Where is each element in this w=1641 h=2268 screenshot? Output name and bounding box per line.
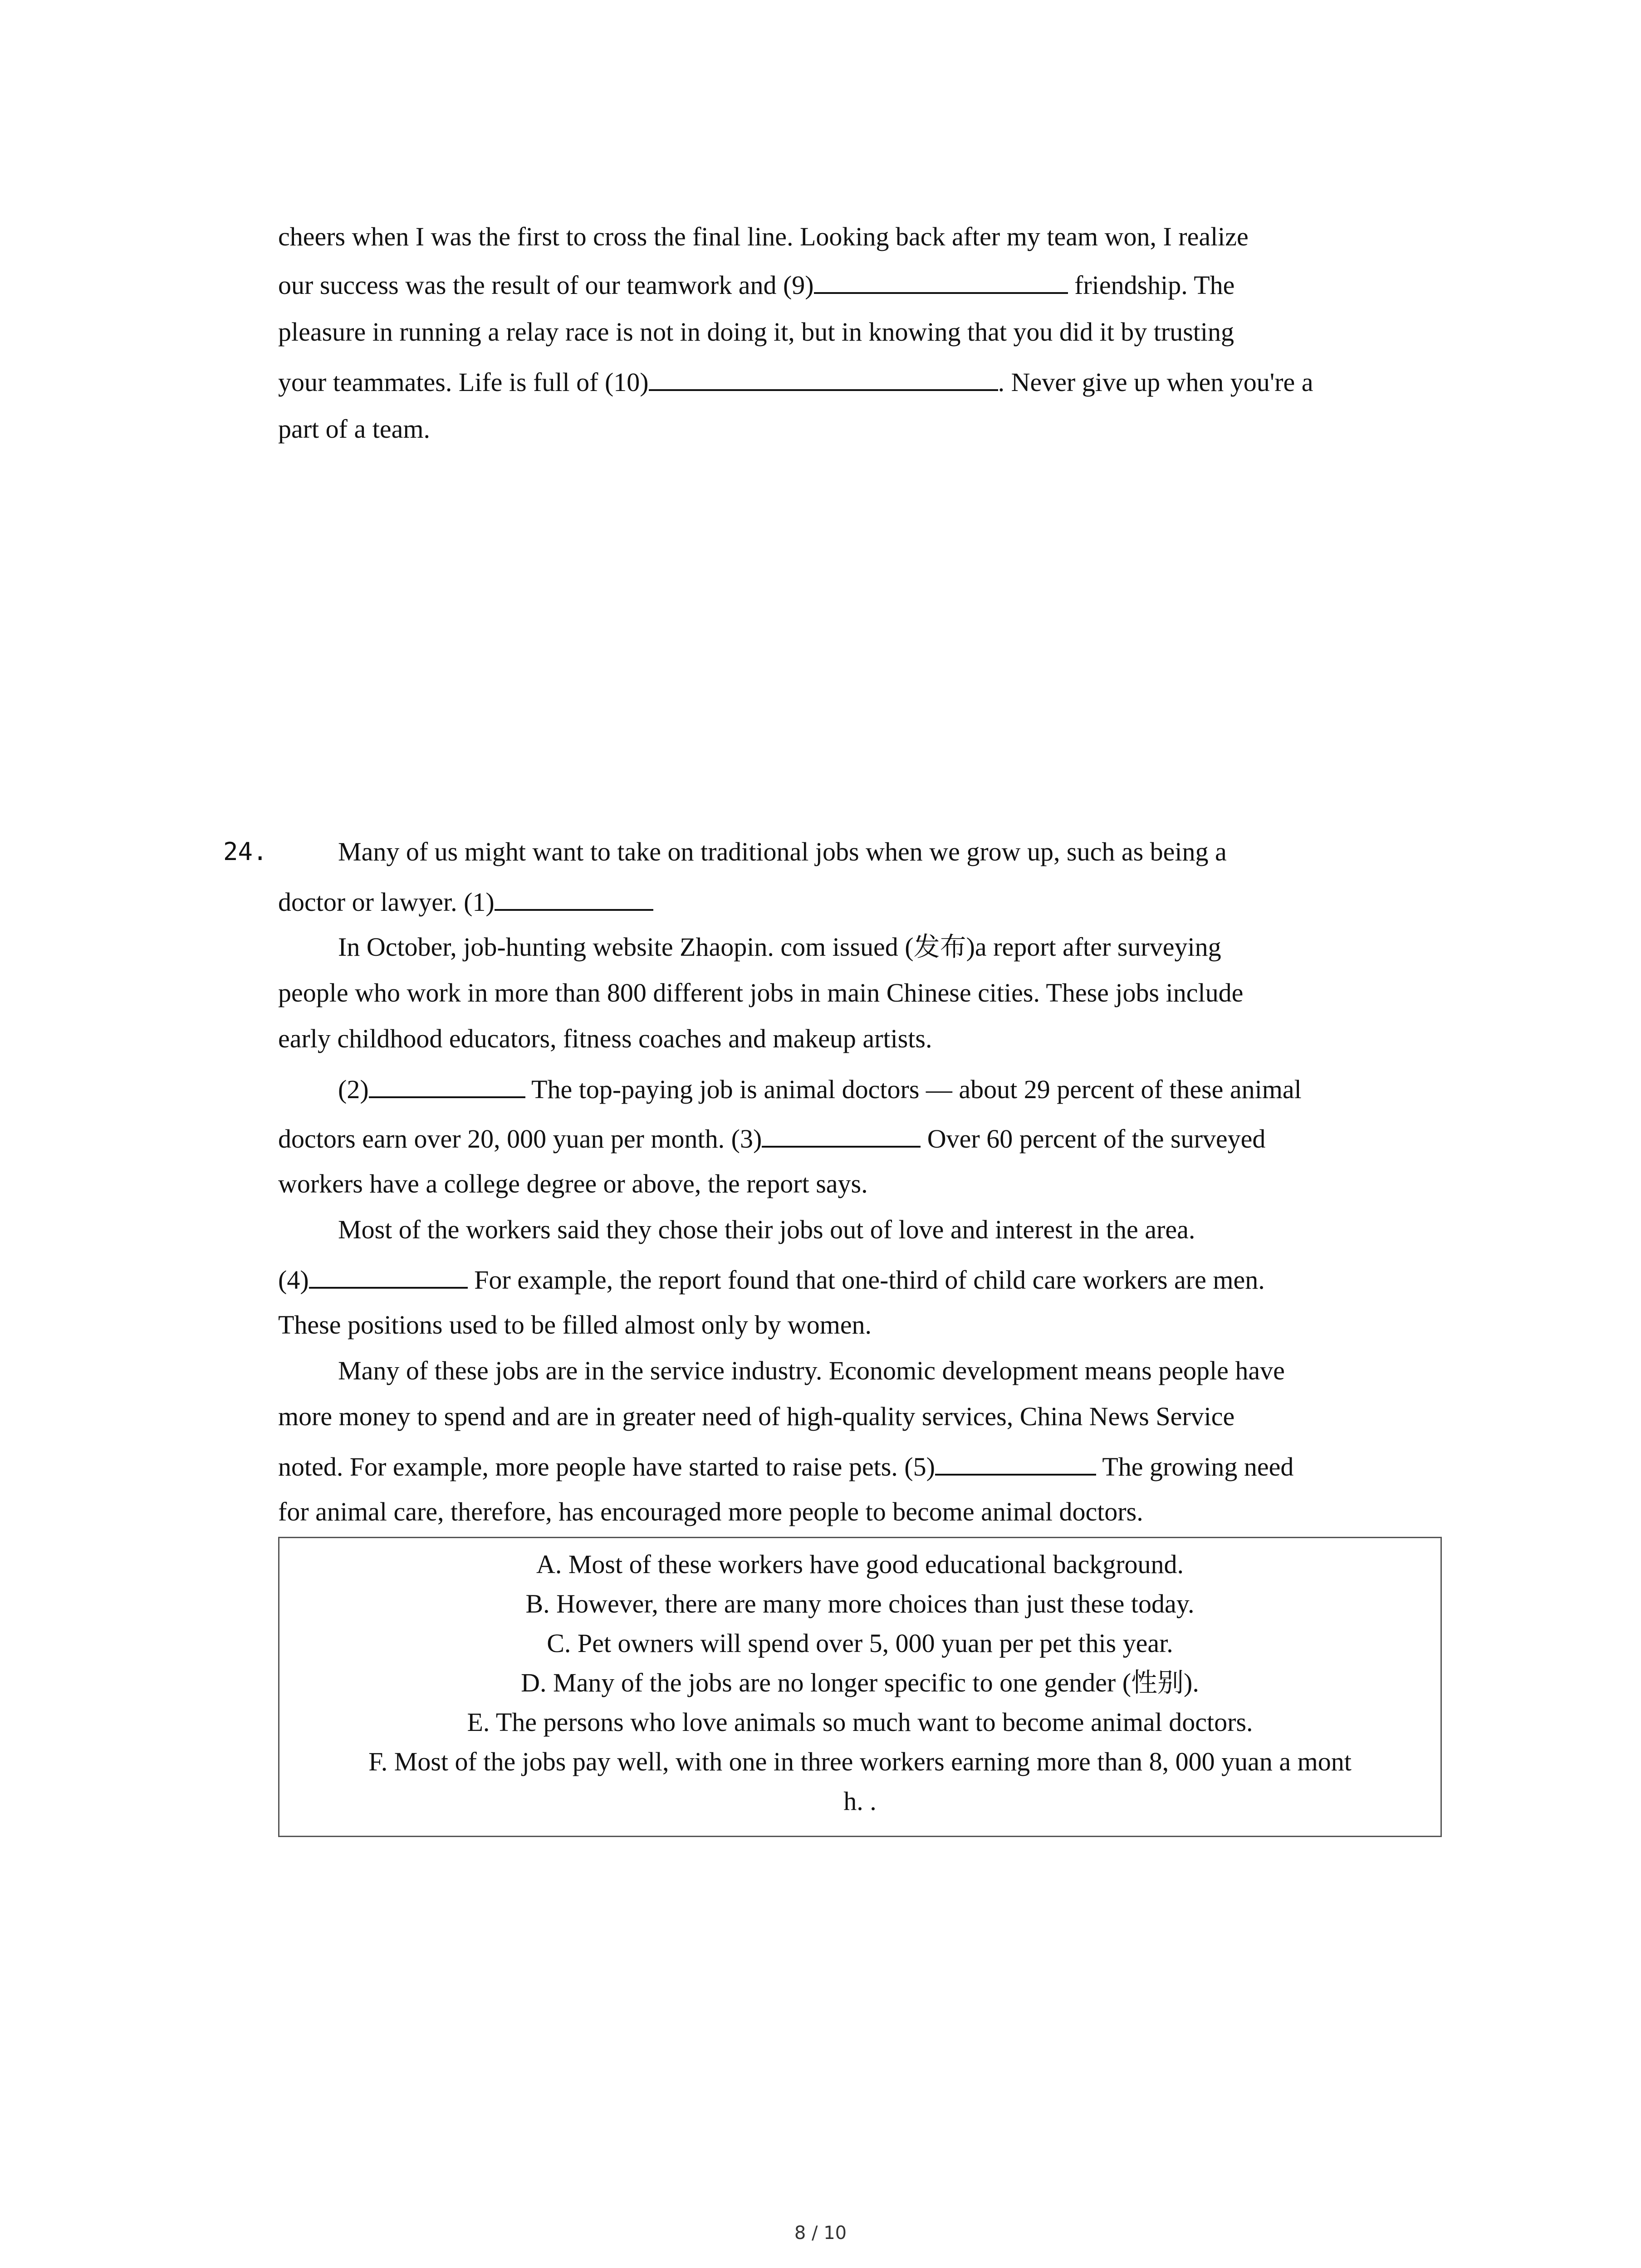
q24-line-7 bbox=[278, 1122, 1265, 1155]
passage-line-5: part of a team. bbox=[278, 414, 430, 444]
option-f: F. Most of the jobs pay well, with one in three workers earning more than 8, 000 yuan a mont bbox=[368, 1747, 1352, 1776]
passage-line-2-text-b: friendship. The bbox=[1068, 270, 1235, 300]
option-f-continued: h. . bbox=[843, 1786, 877, 1816]
option-d: D. Many of the jobs are no longer specific to one gender (性别). bbox=[521, 1668, 1199, 1697]
q24-line-1: Many of us might want to take on traditional jobs when we grow up, such as being a bbox=[338, 837, 1227, 866]
option-b: B. However, there are many more choices than just these today. bbox=[525, 1589, 1195, 1618]
q24-line-15: for animal care, therefore, has encouraged more people to become animal doctors. bbox=[278, 1497, 1143, 1526]
answer-blank-3[interactable] bbox=[762, 1122, 921, 1148]
q24-line-7-text-a: doctors earn over 20, 000 yuan per month. (3) bbox=[278, 1124, 762, 1154]
q24-line-2 bbox=[278, 885, 653, 918]
answer-blank-2[interactable] bbox=[369, 1073, 525, 1098]
q24-line-9: Most of the workers said they chose their jobs out of love and interest in the area. bbox=[338, 1215, 1195, 1244]
answer-blank-5[interactable] bbox=[935, 1450, 1096, 1476]
passage-line-4-text-a: your teammates. Life is full of (10) bbox=[278, 367, 649, 397]
passage-line-2-text-a: our success was the result of our teamwork and (9) bbox=[278, 270, 814, 300]
page-number: 8 / 10 bbox=[794, 2223, 847, 2244]
q24-line-8: workers have a college degree or above, the report says. bbox=[278, 1169, 868, 1198]
q24-line-2-text: doctor or lawyer. (1) bbox=[278, 887, 495, 917]
q24-line-10-text-b: For example, the report found that one-third of child care workers are men. bbox=[467, 1265, 1265, 1295]
q24-line-12: Many of these jobs are in the service industry. Economic development means people have bbox=[338, 1356, 1285, 1385]
q24-line-4: people who work in more than 800 different jobs in main Chinese cities. These jobs include bbox=[278, 978, 1244, 1007]
q24-line-14 bbox=[278, 1450, 1293, 1483]
answer-blank-9[interactable] bbox=[814, 269, 1068, 294]
q24-line-14-text-a: noted. For example, more people have started to raise pets. (5) bbox=[278, 1452, 935, 1481]
q24-line-10 bbox=[278, 1263, 1265, 1296]
answer-blank-10[interactable] bbox=[649, 366, 998, 391]
q24-line-3: In October, job-hunting website Zhaopin. com issued (发布)a report after surveying bbox=[338, 932, 1221, 962]
passage-line-4 bbox=[278, 366, 1313, 398]
answer-blank-1[interactable] bbox=[495, 885, 653, 911]
passage-line-1: cheers when I was the first to cross the final line. Looking back after my team won, I realize bbox=[278, 222, 1249, 251]
passage-line-4-text-b: . Never give up when you're a bbox=[998, 367, 1313, 397]
q24-line-6-text-b: The top-paying job is animal doctors — about 29 percent of these animal bbox=[525, 1075, 1302, 1104]
q24-line-7-text-b: Over 60 percent of the surveyed bbox=[921, 1124, 1266, 1154]
q24-line-5: early childhood educators, fitness coaches and makeup artists. bbox=[278, 1024, 932, 1053]
q24-line-13: more money to spend and are in greater need of high-quality services, China News Service bbox=[278, 1402, 1235, 1431]
option-c: C. Pet owners will spend over 5, 000 yuan per pet this year. bbox=[547, 1628, 1173, 1658]
options-box bbox=[278, 1537, 1442, 1837]
question-number: 24. bbox=[223, 837, 268, 866]
answer-blank-4[interactable] bbox=[309, 1263, 468, 1289]
option-e: E. The persons who love animals so much want to become animal doctors. bbox=[467, 1707, 1253, 1737]
q24-line-10-text-a: (4) bbox=[278, 1265, 309, 1295]
passage-line-3: pleasure in running a relay race is not in doing it, but in knowing that you did it by trusting bbox=[278, 317, 1234, 347]
q24-line-6-text-a: (2) bbox=[338, 1075, 369, 1104]
passage-line-2 bbox=[278, 269, 1234, 301]
option-a: A. Most of these workers have good educational background. bbox=[536, 1549, 1184, 1579]
q24-line-6 bbox=[338, 1073, 1302, 1105]
q24-line-14-text-b: The growing need bbox=[1096, 1452, 1294, 1481]
q24-line-11: These positions used to be filled almost only by women. bbox=[278, 1310, 872, 1339]
